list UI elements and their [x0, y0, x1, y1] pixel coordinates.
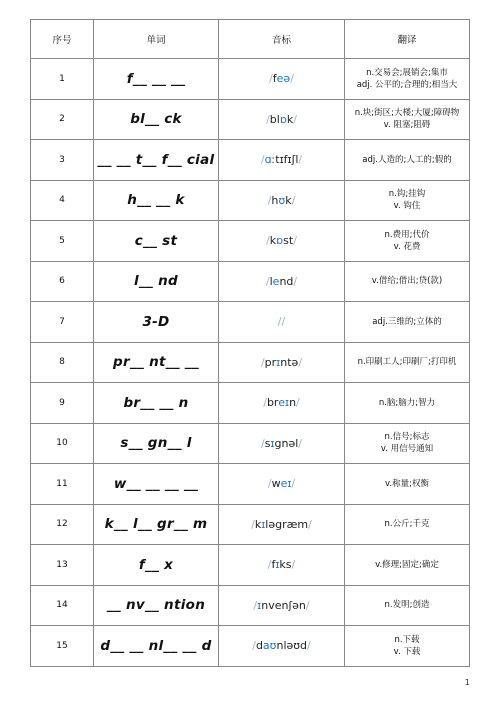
- meaning-cell: [345, 180, 470, 221]
- slash-mark: /: [267, 477, 272, 491]
- phonetic-cell: [219, 59, 345, 100]
- table-row: [31, 423, 470, 464]
- table-row: [31, 140, 470, 181]
- phonetic-before: h: [271, 193, 279, 207]
- phonetic-highlight: ɒ: [276, 234, 284, 248]
- phonetic-cell: [219, 545, 345, 586]
- phonetic-after: nvenʃən: [261, 598, 306, 612]
- phonetic-highlight: aʊ: [262, 639, 277, 653]
- phonetic-before: k: [254, 517, 262, 531]
- slash-mark: /: [305, 598, 310, 612]
- slash-mark: /: [293, 234, 297, 248]
- phonetic-before: pr: [264, 355, 277, 369]
- phonetic-highlight: ɒ: [279, 112, 287, 126]
- meaning-cell: [345, 545, 470, 586]
- phonetic-cell: [219, 140, 345, 181]
- meaning-line: n.发明;创造: [384, 600, 430, 611]
- meaning-line: n.印刷工人;印刷厂;打印机: [357, 357, 457, 368]
- table-row: [31, 342, 470, 383]
- slash-mark: /: [298, 355, 303, 369]
- row-index: 6: [31, 261, 94, 302]
- phonetic-before: f: [271, 558, 276, 572]
- slash-mark: /: [277, 315, 282, 329]
- slash-mark: /: [252, 639, 256, 653]
- phonetic-before: bl: [269, 112, 280, 126]
- table-body: [31, 59, 470, 667]
- slash-mark: /: [293, 112, 297, 126]
- phonetic-highlight: eə: [276, 72, 291, 86]
- meaning-cell: [345, 383, 470, 424]
- phonetic-cell: [219, 423, 345, 464]
- phonetic-before: w: [271, 477, 281, 491]
- slash-mark: /: [307, 639, 311, 653]
- phonetic-cell: [219, 302, 345, 343]
- row-index: 15: [31, 626, 94, 667]
- meaning-cell: [345, 626, 470, 667]
- slash-mark: /: [291, 477, 296, 491]
- slash-mark: /: [290, 72, 294, 86]
- phonetic-after: k: [286, 112, 294, 126]
- word-blank: br__ __ n: [94, 383, 219, 424]
- meaning-line: n.钩;挂钩: [388, 189, 426, 200]
- slash-mark: /: [281, 315, 286, 329]
- word-blank: w__ __ __ __: [94, 464, 219, 505]
- slash-mark: /: [265, 274, 270, 288]
- vocabulary-table: [30, 19, 470, 667]
- meaning-line: adj.三维的;立体的: [372, 316, 442, 327]
- phonetic-cell: [219, 504, 345, 545]
- meaning-cell: [345, 59, 470, 100]
- phonetic-highlight: ɪ: [257, 598, 262, 612]
- row-index: 5: [31, 221, 94, 262]
- meaning-cell: [345, 140, 470, 181]
- phonetic-cell: [219, 626, 345, 667]
- slash-mark: /: [260, 436, 265, 450]
- row-index: 2: [31, 99, 94, 140]
- word-blank: f__ x: [94, 545, 219, 586]
- phonetic-highlight: eɪ: [278, 396, 290, 410]
- phonetic-highlight: ɪ: [261, 517, 266, 531]
- word-blank: d__ __ nl__ __ d: [94, 626, 219, 667]
- table-row: [31, 180, 470, 221]
- slash-mark: /: [267, 193, 272, 207]
- meaning-cell: [345, 585, 470, 626]
- header-phonetic: 音标: [219, 20, 345, 59]
- phonetic-cell: [219, 180, 345, 221]
- header-meaning: 翻译: [345, 20, 470, 59]
- phonetic-cell: [219, 261, 345, 302]
- row-index: 9: [31, 383, 94, 424]
- table-row: [31, 99, 470, 140]
- word-blank: __ __ t__ f__ cial: [94, 140, 219, 181]
- row-index: 3: [31, 140, 94, 181]
- word-blank: bl__ ck: [94, 99, 219, 140]
- row-index: 10: [31, 423, 94, 464]
- meaning-line: v.称量;权衡: [385, 478, 429, 489]
- table-row: [31, 464, 470, 505]
- slash-mark: /: [267, 558, 272, 572]
- phonetic-before: d: [255, 639, 263, 653]
- phonetic-after: k: [285, 193, 292, 207]
- meaning-line: v. 阻塞;阻碍: [383, 120, 431, 131]
- phonetic-after: n: [289, 396, 297, 410]
- phonetic-cell: [219, 99, 345, 140]
- meaning-line: n.信号;标志: [384, 432, 430, 443]
- meaning-cell: [345, 423, 470, 464]
- slash-mark: /: [291, 193, 296, 207]
- phonetic-after: gnəl: [274, 436, 299, 450]
- phonetic-cell: [219, 342, 345, 383]
- phonetic-cell: [219, 221, 345, 262]
- meaning-line: n.脑;脑力;智力: [378, 397, 436, 408]
- phonetic-highlight: eɪ: [280, 477, 292, 491]
- meaning-line: v. 用信号通知: [380, 444, 434, 455]
- slash-mark: /: [260, 153, 265, 167]
- phonetic-after: nləʊd: [276, 639, 308, 653]
- phonetic-before: l: [269, 274, 273, 288]
- phonetic-after: tɪfɪʃl: [275, 153, 299, 167]
- slash-mark: /: [251, 517, 255, 531]
- row-index: 4: [31, 180, 94, 221]
- meaning-line: v.借给;借出;贷(款): [371, 276, 443, 287]
- table-row: [31, 504, 470, 545]
- table-row: [31, 585, 470, 626]
- phonetic-before: f: [272, 72, 277, 86]
- meaning-line: v. 花费: [393, 241, 421, 252]
- phonetic-cell: [219, 585, 345, 626]
- slash-mark: /: [308, 517, 312, 531]
- header-index: 序号: [31, 20, 94, 59]
- meaning-line: n.交易会;展销会;集市: [366, 67, 448, 78]
- table-row: [31, 302, 470, 343]
- meaning-line: v. 下载: [393, 646, 421, 657]
- word-blank: k__ l__ gr__ m: [94, 504, 219, 545]
- meaning-line: v.修理;固定;确定: [375, 559, 439, 570]
- meaning-cell: [345, 504, 470, 545]
- row-index: 7: [31, 302, 94, 343]
- table-row: [31, 545, 470, 586]
- word-blank: h__ __ k: [94, 180, 219, 221]
- phonetic-highlight: ɑː: [264, 153, 276, 167]
- header-word: 单词: [94, 20, 219, 59]
- meaning-line: n.公斤;千克: [384, 519, 430, 530]
- meaning-cell: [345, 302, 470, 343]
- meaning-line: n.下载: [394, 634, 420, 645]
- meaning-cell: [345, 464, 470, 505]
- header-row: [31, 20, 470, 59]
- table-row: [31, 59, 470, 100]
- word-blank: s__ gn__ l: [94, 423, 219, 464]
- phonetic-after: st: [283, 234, 294, 248]
- meaning-cell: [345, 221, 470, 262]
- phonetic-highlight: ɪ: [276, 355, 281, 369]
- word-blank: l__ nd: [94, 261, 219, 302]
- word-blank: __ nv__ ntion: [94, 585, 219, 626]
- phonetic-highlight: ɪ: [270, 436, 275, 450]
- slash-mark: /: [293, 274, 298, 288]
- slash-mark: /: [266, 112, 270, 126]
- slash-mark: /: [266, 234, 270, 248]
- phonetic-before: br: [266, 396, 279, 410]
- phonetic-after: nd: [279, 274, 294, 288]
- meaning-line: n.块;街区;大楼;大厦;障碍物: [354, 108, 460, 119]
- phonetic-highlight: e: [272, 274, 280, 288]
- slash-mark: /: [263, 396, 267, 410]
- slash-mark: /: [269, 72, 273, 86]
- slash-mark: /: [291, 558, 296, 572]
- table-row: [31, 383, 470, 424]
- meaning-cell: [345, 342, 470, 383]
- phonetic-after: ks: [279, 558, 292, 572]
- meaning-cell: [345, 261, 470, 302]
- phonetic-after: ləgræm: [265, 517, 309, 531]
- word-blank: f__ __ __: [94, 59, 219, 100]
- row-index: 13: [31, 545, 94, 586]
- row-index: 12: [31, 504, 94, 545]
- row-index: 1: [31, 59, 94, 100]
- row-index: 14: [31, 585, 94, 626]
- phonetic-before: k: [269, 234, 277, 248]
- word-blank: c__ st: [94, 221, 219, 262]
- slash-mark: /: [296, 396, 300, 410]
- phonetic-cell: [219, 464, 345, 505]
- slash-mark: /: [260, 355, 265, 369]
- row-index: 8: [31, 342, 94, 383]
- page-number: 1: [464, 678, 470, 687]
- table-row: [31, 221, 470, 262]
- phonetic-highlight: ɪ: [275, 558, 280, 572]
- phonetic-before: s: [264, 436, 271, 450]
- phonetic-after: ntə: [280, 355, 299, 369]
- meaning-line: n.费用;代价: [384, 229, 430, 240]
- word-blank: 3-D: [94, 302, 219, 343]
- table-row: [31, 626, 470, 667]
- phonetic-highlight: ʊ: [278, 193, 286, 207]
- word-blank: pr__ nt__ __: [94, 342, 219, 383]
- slash-mark: /: [298, 153, 303, 167]
- table-row: [31, 261, 470, 302]
- meaning-line: adj.人造的;人工的;假的: [362, 154, 452, 165]
- slash-mark: /: [298, 436, 303, 450]
- meaning-line: v. 钩住: [393, 201, 421, 212]
- slash-mark: /: [253, 598, 258, 612]
- phonetic-cell: [219, 383, 345, 424]
- meaning-cell: [345, 99, 470, 140]
- meaning-line: adj. 公平的;合理的;相当大: [356, 79, 458, 90]
- row-index: 11: [31, 464, 94, 505]
